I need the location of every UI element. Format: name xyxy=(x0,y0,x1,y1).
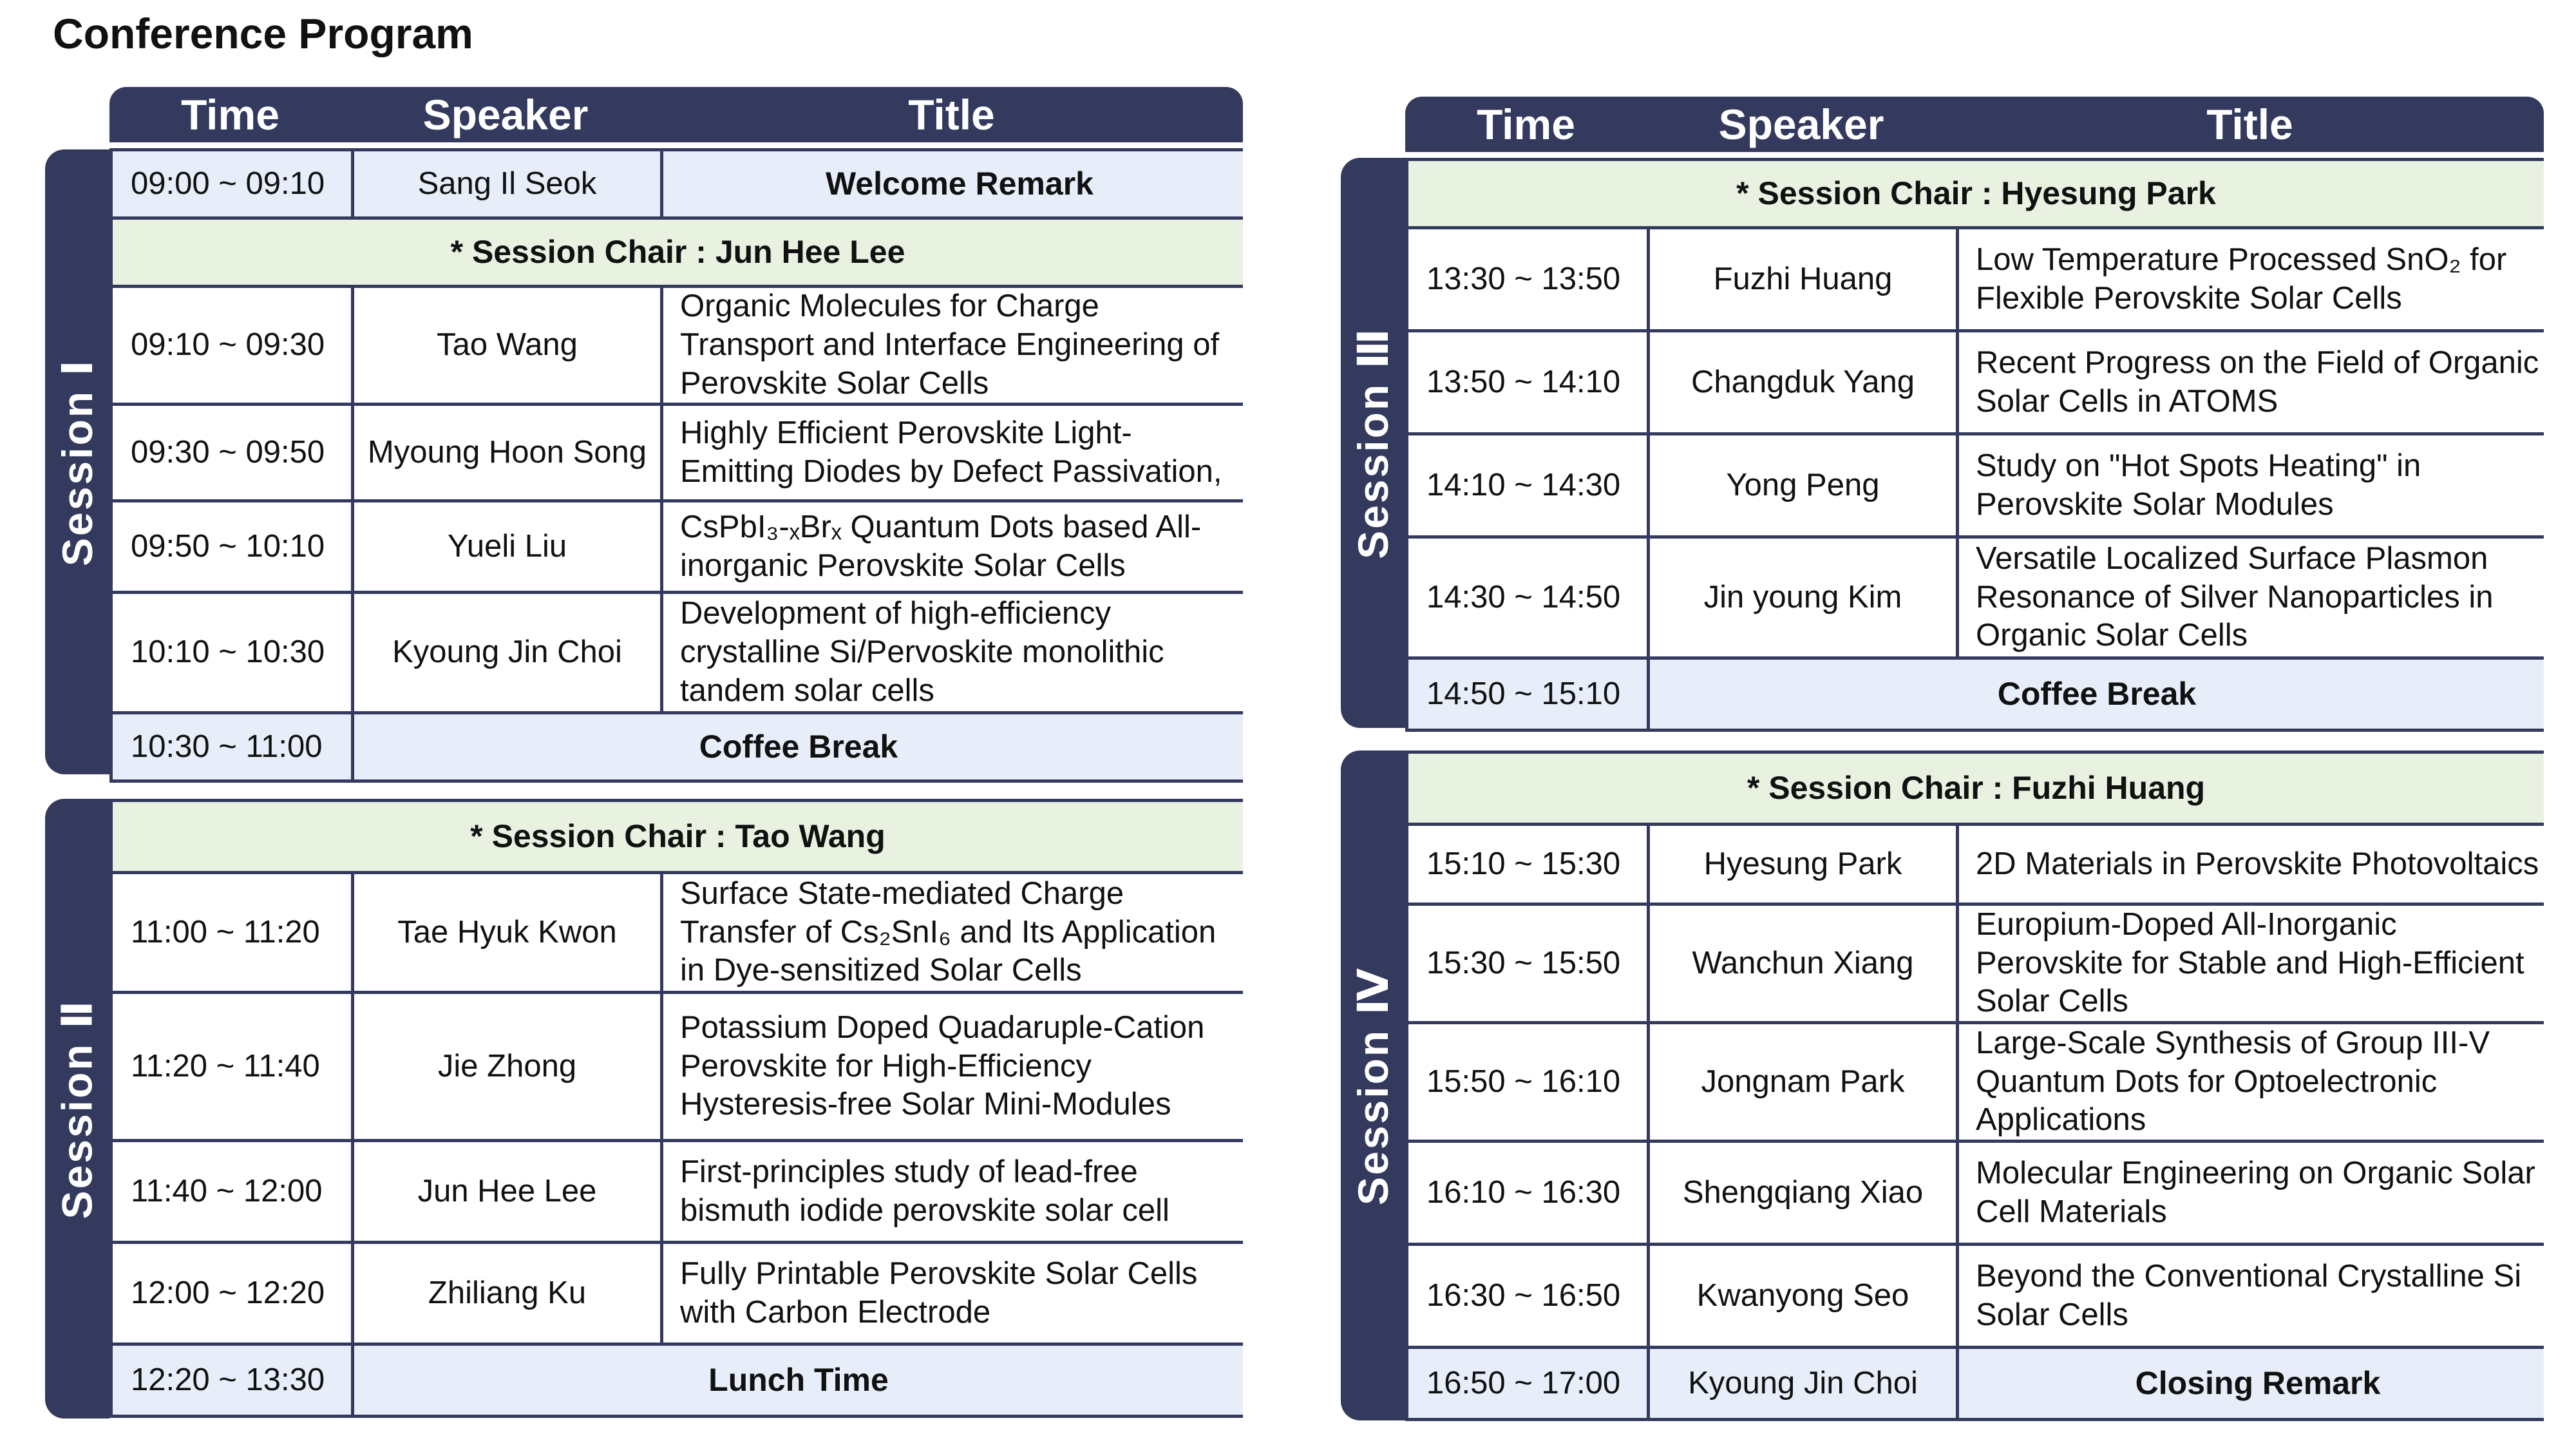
title-cell: Europium-Doped All-Inorganic Perovskite for Stable and High-Efficient Solar Cells xyxy=(1976,906,2524,1019)
break-label: Coffee Break xyxy=(699,729,898,765)
title-cell: CsPbI₃-ₓBrₓ Quantum Dots based All-inorganic Perovskite Solar Cells xyxy=(680,509,1202,583)
title-cell: First-principles study of lead-free bismuth iodide perovskite solar cell xyxy=(680,1154,1170,1228)
session-chair: * Session Chair : Tao Wang xyxy=(470,818,886,854)
time-cell: 11:00 ~ 11:20 xyxy=(113,874,354,991)
time-cell: 09:50 ~ 10:10 xyxy=(113,502,354,591)
time-cell: 10:30 ~ 11:00 xyxy=(113,714,354,779)
session-3-table xyxy=(1405,158,2544,732)
table-row xyxy=(1408,1024,2544,1143)
table-row xyxy=(113,288,1243,406)
title-cell: Fully Printable Perovskite Solar Cells with Carbon Electrode xyxy=(680,1256,1198,1330)
speaker-cell: Jie Zhong xyxy=(354,994,663,1139)
time-cell: 11:40 ~ 12:00 xyxy=(113,1142,354,1241)
time-cell: 12:00 ~ 12:20 xyxy=(113,1244,354,1343)
session-chair: * Session Chair : Jun Hee Lee xyxy=(450,234,905,270)
title-cell: Organic Molecules for Charge Transport and Interface Engineering of Perovskite Solar Cells xyxy=(680,289,1220,401)
session-chair: * Session Chair : Hyesung Park xyxy=(1736,175,2216,211)
session-1-table xyxy=(109,148,1243,783)
speaker-cell: Hyesung Park xyxy=(1650,826,1959,903)
title-cell: Recent Progress on the Field of Organic Solar Cells in ATOMS xyxy=(1976,345,2539,419)
title-cell: Surface State-mediated Charge Transfer of Cs₂SnI₆ and Its Application in Dye-sensitized Solar Cells xyxy=(680,875,1217,988)
table-row xyxy=(1408,435,2544,539)
table-row xyxy=(113,406,1243,502)
title-cell: Beyond the Conventional Crystalline Si Solar Cells xyxy=(1976,1258,2522,1332)
session-chair-row xyxy=(113,220,1243,288)
table-row xyxy=(1408,229,2544,332)
title-cell: Highly Efficient Perovskite Light-Emitting Diodes by Defect Passivation, xyxy=(680,415,1222,489)
header-speaker: Speaker xyxy=(422,91,589,139)
title-cell: Closing Remark xyxy=(2135,1365,2381,1401)
title-cell: 2D Materials in Perovskite Photovoltaics xyxy=(1976,846,2539,881)
closing-row xyxy=(1408,1349,2544,1421)
title-cell: Large-Scale Synthesis of Group III-V Quantum Dots for Optoelectronic Applications xyxy=(1976,1025,2490,1138)
time-cell: 11:20 ~ 11:40 xyxy=(113,994,354,1139)
time-cell: 15:50 ~ 16:10 xyxy=(1408,1024,1650,1140)
title-cell: Development of high-efficiency crystalline Si/Pervoskite monolithic tandem solar cells xyxy=(680,596,1164,708)
session-3-tab xyxy=(1341,158,1405,728)
speaker-cell: Jin young Kim xyxy=(1650,539,1959,656)
session-2-tab xyxy=(45,799,109,1419)
speaker-cell: Kwanyong Seo xyxy=(1650,1246,1959,1346)
title-cell: Potassium Doped Quadaruple-Cation Perovskite for High-Efficiency Hysteresis-free Solar Mini-Modules xyxy=(680,1009,1205,1122)
session-4-tab xyxy=(1341,750,1405,1420)
session-4-label: Session Ⅳ xyxy=(1349,966,1397,1205)
time-cell: 16:10 ~ 16:30 xyxy=(1408,1143,1650,1243)
header-title: Title xyxy=(908,91,995,139)
speaker-cell: Fuzhi Huang xyxy=(1650,229,1959,329)
speaker-cell: Myoung Hoon Song xyxy=(354,406,663,499)
table-row xyxy=(1408,539,2544,660)
time-cell: 16:50 ~ 17:00 xyxy=(1408,1349,1650,1418)
time-cell: 13:50 ~ 14:10 xyxy=(1408,332,1650,432)
table-row xyxy=(1408,826,2544,906)
session-1-tab xyxy=(45,149,109,774)
title-cell: Molecular Engineering on Organic Solar Cell Materials xyxy=(1976,1155,2535,1229)
speaker-cell: Wanchun Xiang xyxy=(1650,906,1959,1021)
header-speaker: Speaker xyxy=(1718,100,1884,148)
session-1-label: Session Ⅰ xyxy=(53,358,101,566)
time-cell: 14:10 ~ 14:30 xyxy=(1408,435,1650,535)
speaker-cell: Tae Hyuk Kwon xyxy=(354,874,663,991)
speaker-cell: Jun Hee Lee xyxy=(354,1142,663,1241)
speaker-cell: Kyoung Jin Choi xyxy=(1650,1349,1959,1418)
session-chair-row xyxy=(113,802,1243,874)
time-cell: 09:10 ~ 09:30 xyxy=(113,288,354,403)
header-time: Time xyxy=(181,91,279,139)
table-header xyxy=(109,87,1243,142)
table-row xyxy=(1408,332,2544,435)
time-cell: 16:30 ~ 16:50 xyxy=(1408,1246,1650,1346)
session-chair: * Session Chair : Fuzhi Huang xyxy=(1747,770,2206,806)
page-title: Conference Program xyxy=(53,10,473,57)
title-cell: Low Temperature Processed SnO₂ for Flexible Perovskite Solar Cells xyxy=(1976,242,2507,316)
time-cell: 09:00 ~ 09:10 xyxy=(113,151,354,216)
table-row xyxy=(1408,1143,2544,1246)
speaker-cell: Shengqiang Xiao xyxy=(1650,1143,1959,1243)
title-cell: Welcome Remark xyxy=(663,151,1243,216)
table-row xyxy=(113,994,1243,1142)
speaker-cell: Zhiliang Ku xyxy=(354,1244,663,1343)
time-cell: 13:30 ~ 13:50 xyxy=(1408,229,1650,329)
table-row xyxy=(113,1244,1243,1346)
break-row xyxy=(113,1346,1243,1418)
session-3-label: Session Ⅲ xyxy=(1349,327,1397,559)
table-row xyxy=(113,502,1243,594)
session-2-label: Session Ⅱ xyxy=(53,999,101,1219)
table-row xyxy=(1408,1246,2544,1349)
title-cell: Versatile Localized Surface Plasmon Resonance of Silver Nanoparticles in Organic Solar Cells xyxy=(1976,540,2494,653)
session-4-table xyxy=(1405,750,2544,1421)
time-cell: 14:50 ~ 15:10 xyxy=(1408,660,1650,729)
break-row xyxy=(1408,660,2544,732)
time-cell: 14:30 ~ 14:50 xyxy=(1408,539,1650,656)
time-cell: 09:30 ~ 09:50 xyxy=(113,406,354,499)
speaker-cell: Yueli Liu xyxy=(354,502,663,591)
session-chair-row xyxy=(1408,754,2544,826)
table-header xyxy=(1405,97,2544,152)
table-row xyxy=(113,594,1243,714)
time-cell: 15:30 ~ 15:50 xyxy=(1408,906,1650,1021)
speaker-cell: Kyoung Jin Choi xyxy=(354,594,663,711)
time-cell: 12:20 ~ 13:30 xyxy=(113,1346,354,1415)
table-row xyxy=(1408,906,2544,1024)
time-cell: 10:10 ~ 10:30 xyxy=(113,594,354,711)
break-row xyxy=(113,714,1243,783)
speaker-cell: Tao Wang xyxy=(354,288,663,403)
speaker-cell: Yong Peng xyxy=(1650,435,1959,535)
header-title: Title xyxy=(2206,100,2293,148)
break-label: Coffee Break xyxy=(1997,676,2197,712)
break-label: Lunch Time xyxy=(708,1362,889,1398)
session-chair-row xyxy=(1408,161,2544,229)
speaker-cell: Changduk Yang xyxy=(1650,332,1959,432)
title-cell: Study on "Hot Spots Heating" in Perovskite Solar Modules xyxy=(1976,448,2421,522)
table-row xyxy=(113,874,1243,994)
time-cell: 15:10 ~ 15:30 xyxy=(1408,826,1650,903)
session-2-table xyxy=(109,799,1243,1418)
table-row xyxy=(113,151,1243,220)
speaker-cell: Sang Il Seok xyxy=(354,151,663,216)
table-row xyxy=(113,1142,1243,1244)
header-time: Time xyxy=(1477,100,1575,148)
speaker-cell: Jongnam Park xyxy=(1650,1024,1959,1140)
